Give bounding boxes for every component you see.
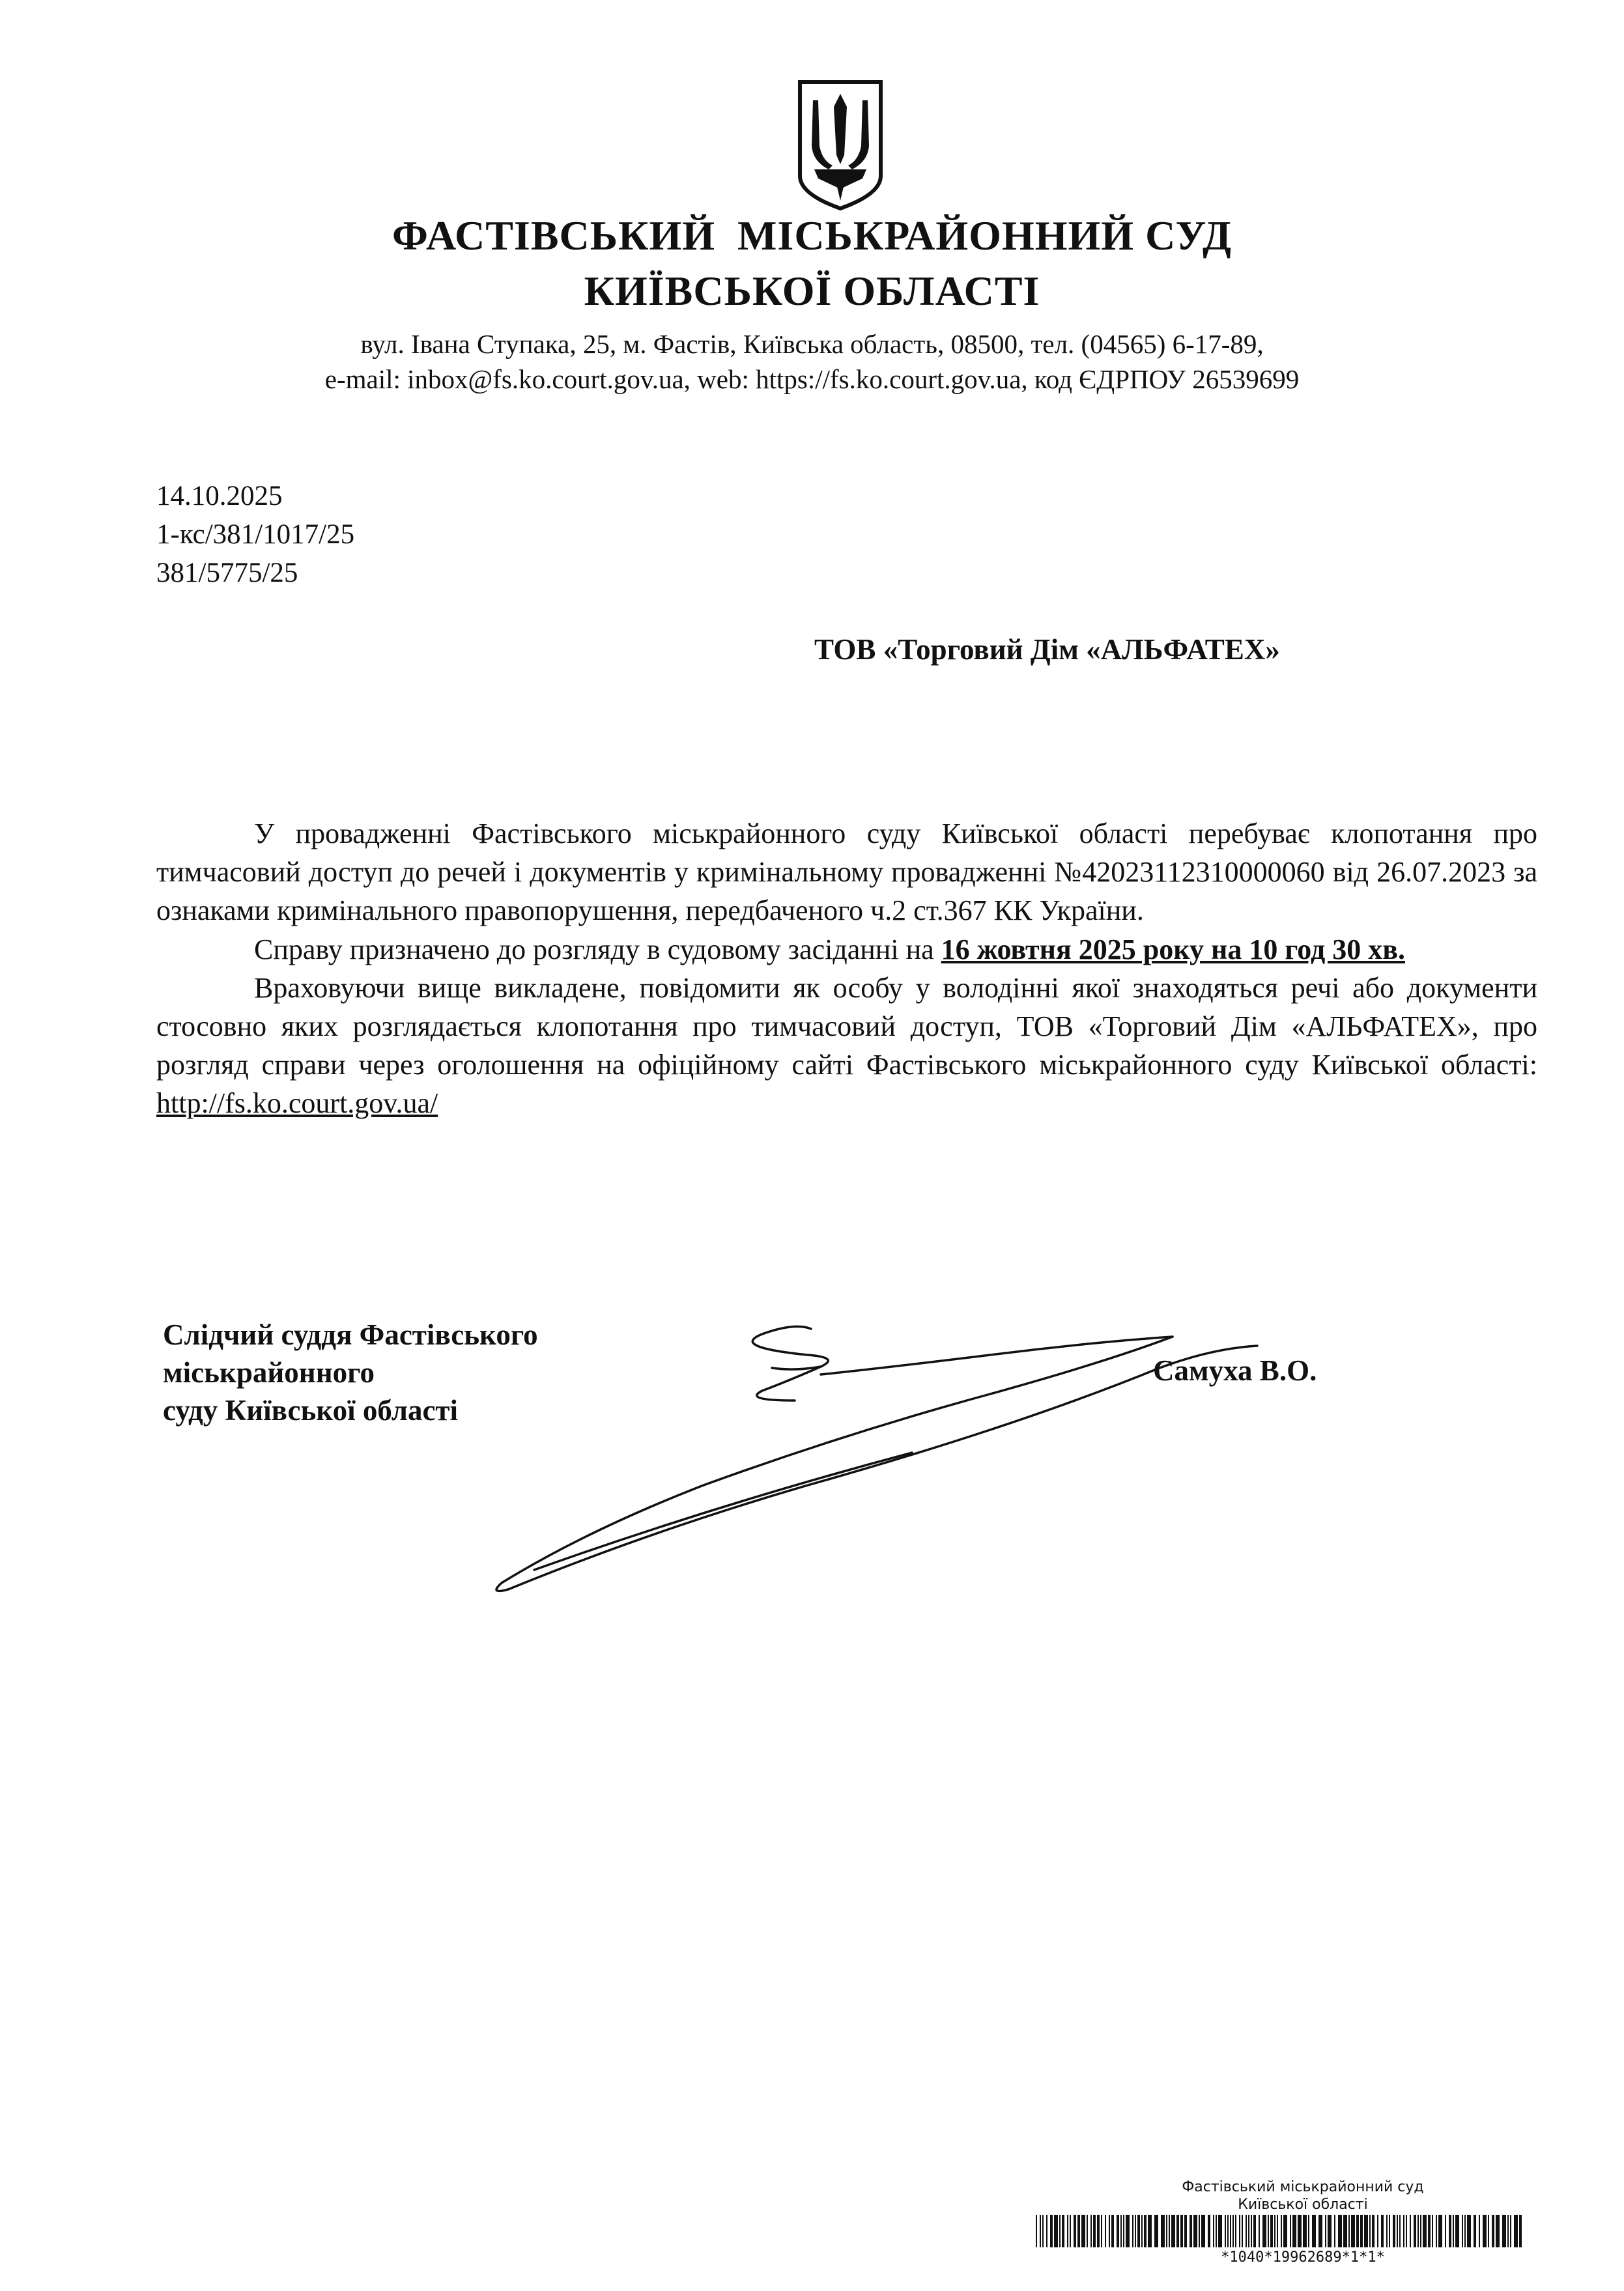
case-number: 381/5775/25 bbox=[156, 558, 298, 588]
paragraph-motion: У провадженні Фастівського міськрайонного суду Київської області перебуває клопотання про тимчасовий доступ до речей і документів у кримінальному провадженні №42023112310000060 від 26.07.2023 за ознаками кримінального правопорушення, передбаченого ч.2 ст.367 КК України. bbox=[156, 818, 1537, 927]
court-contacts: e-mail: inbox@fs.ko.court.gov.ua, web: https://fs.ko.court.gov.ua, код ЄДРПОУ 26539699 bbox=[324, 364, 1300, 394]
court-address: вул. Івана Ступака, 25, м. Фастів, Київська область, 08500, тел. (04565) 6-17-89, bbox=[360, 329, 1264, 359]
addressee: ТОВ «Торговий Дім «АЛЬФАТЕХ» bbox=[814, 633, 1280, 666]
barcode-number: *1040*19962689*1*1* bbox=[1221, 2249, 1385, 2266]
registry-barcode bbox=[1036, 2215, 1524, 2247]
judge-title-line3: суду Київської області bbox=[163, 1394, 459, 1427]
stamp-court-name: Фастівський міськрайонний суд bbox=[1182, 2179, 1424, 2195]
judge-title-line2: міськрайонного bbox=[163, 1356, 375, 1389]
paragraph-hearing bbox=[156, 930, 1537, 969]
stamp-region: Київської області bbox=[1238, 2197, 1368, 2213]
judge-name: Самуха В.О. bbox=[1153, 1354, 1317, 1387]
letter-body bbox=[156, 814, 1537, 1123]
court-name-line1: ФАСТІВСЬКИЙ МІСЬКРАЙОННИЙ СУД bbox=[392, 212, 1232, 259]
paragraph-notice bbox=[156, 969, 1537, 1123]
judge-title bbox=[163, 1316, 538, 1429]
hearing-intro: Справу призначено до розгляду в судовому засіданні на bbox=[254, 933, 941, 965]
trident-coat-of-arms-icon bbox=[795, 78, 886, 212]
letter-date: 14.10.2025 bbox=[156, 481, 283, 511]
court-name-line2: КИЇВСЬКОЇ ОБЛАСТІ bbox=[584, 268, 1040, 314]
proceeding-number: 1-кс/381/1017/25 bbox=[156, 519, 355, 550]
judge-title-line1: Слідчий суддя Фастівського bbox=[163, 1318, 538, 1351]
court-website-link[interactable]: http://fs.ko.court.gov.ua/ bbox=[156, 1087, 438, 1120]
hearing-datetime: 16 жовтня 2025 року на 10 год 30 хв. bbox=[941, 933, 1405, 965]
notice-text: Враховуючи вище викладене, повідомити як особу у володінні якої знаходяться речі або документи стосовно яких розглядається клопотання про тимчасовий доступ, ТОВ «Торговий Дім «АЛЬФАТЕХ», про розгляд справи через оголошення на офіційному сайті Фастівського міськрайонного суду Київської області: bbox=[156, 971, 1537, 1081]
